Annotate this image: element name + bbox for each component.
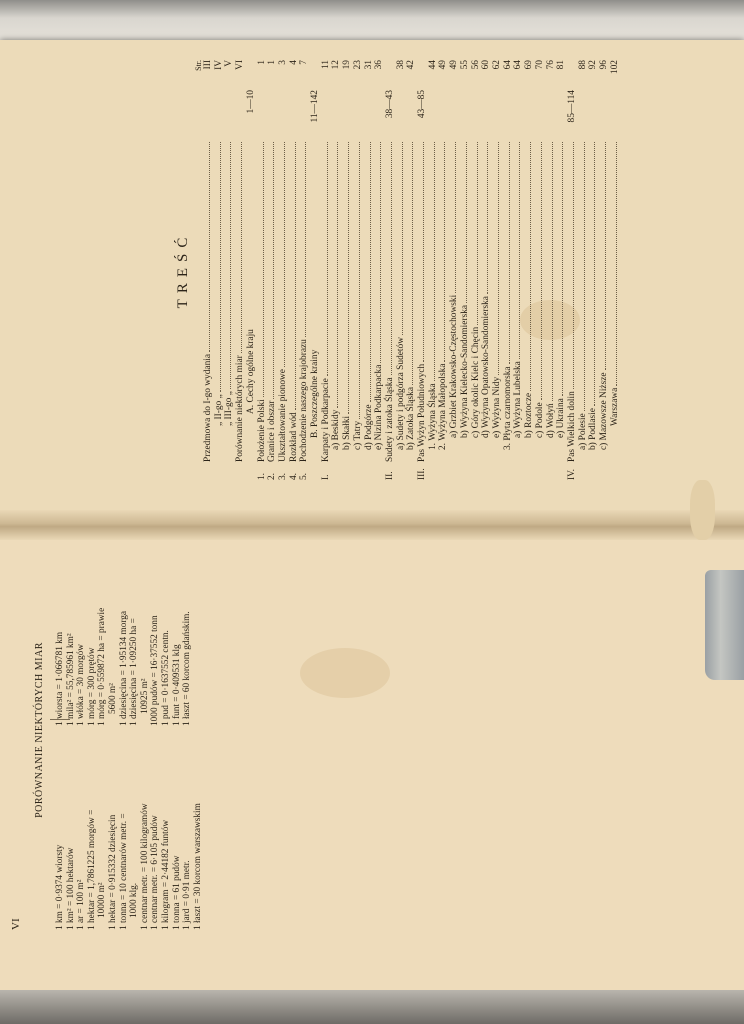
toc-entry xyxy=(310,60,321,480)
toc-leader-dots xyxy=(247,142,253,327)
toc-entry xyxy=(438,60,449,480)
toc-entry-page: 88 xyxy=(577,60,588,70)
toc-entry-label: Granice i obszar xyxy=(267,400,278,462)
toc-leader-dots xyxy=(267,142,274,399)
measure-line: 1 km² = 100 hektarów xyxy=(65,847,76,930)
toc-entry xyxy=(460,60,471,480)
toc-leader-dots xyxy=(546,142,553,401)
toc-leader-dots xyxy=(471,142,478,325)
toc-entry-page: 23 xyxy=(352,60,363,70)
toc-leader-dots xyxy=(299,142,306,337)
measure-line: 1 pud = 0·1637552 centn. xyxy=(160,630,171,726)
toc-leader-dots xyxy=(214,142,221,392)
toc-entry-label: 2. Wyżyna Małopolska xyxy=(438,363,449,450)
toc-leader-dots xyxy=(449,142,456,293)
toc-entry-page: 11 xyxy=(320,60,331,70)
toc-entry-page: 81 xyxy=(556,60,567,70)
toc-entry-label: b) Skałki xyxy=(342,415,353,450)
toc-entry-label: d) Wyżyna Opatowsko-Sandomierska xyxy=(481,296,492,438)
measure-line: 1 włóka = 30 morgów xyxy=(76,643,87,726)
toc-leader-dots xyxy=(331,142,338,408)
toc-entry-label: b) Roztocze xyxy=(524,392,535,438)
toc-title: TREŚĆ xyxy=(175,231,191,309)
toc-entry-number: 1. xyxy=(256,472,267,480)
measure-line: 1 centnar metr. = 6·105 pudów xyxy=(150,815,161,930)
toc-entry xyxy=(535,60,546,480)
toc-entry-label: a) Grzbiet Krakowsko-Częstochowski xyxy=(449,294,460,438)
toc-entry xyxy=(278,60,289,480)
paper-stain xyxy=(300,648,390,698)
toc-list xyxy=(203,60,620,480)
measures-left-column xyxy=(55,734,203,930)
toc-entry xyxy=(299,60,310,480)
toc-entry xyxy=(267,60,278,480)
toc-entry-label: c) Podole xyxy=(534,402,545,438)
toc-entry-label: a) Wyżyna Lubelska xyxy=(513,361,524,438)
toc-entry xyxy=(503,60,514,480)
toc-entry-page: 102 xyxy=(609,60,620,75)
measure-line: 1 dziesięcina = 1·09250 ha = xyxy=(129,618,140,726)
measure-line: 1 hektar = 1,7861225 morgów = xyxy=(86,809,97,930)
measure-line: 1 tonna = 61 pudów xyxy=(171,855,182,930)
toc-leader-dots xyxy=(406,142,413,385)
measure-line: 1 tonna = 10 centnarów metr. = xyxy=(118,813,129,930)
measure-line: 1000 klg. xyxy=(129,882,140,918)
measure-line: 1 ar = 100 m² xyxy=(76,879,87,930)
toc-entry-label: b) Zatoka Śląska xyxy=(406,386,417,450)
toc-entry-label: a) Beskidy xyxy=(331,409,342,450)
toc-entry xyxy=(396,60,407,480)
measures-title: PORÓWNANIE NIEKTÓRYCH MIAR xyxy=(34,642,45,818)
toc-entry-range: 43—85 xyxy=(417,90,428,119)
toc-entry-label: e) Ukraina xyxy=(556,398,567,438)
measure-line: 1 km = 0·9374 wiorsty xyxy=(55,844,65,930)
toc-entry-label: Położenie Polski xyxy=(256,399,267,462)
toc-entry xyxy=(513,60,524,480)
toc-leader-dots xyxy=(203,142,210,352)
measure-line: 1 hektar = 0·915332 dziesięcin xyxy=(107,814,118,930)
toc-entry-page: 56 xyxy=(470,60,481,70)
toc-entry-number: II. xyxy=(384,471,395,480)
measure-line: 1 łaszt = 30 korcom warszawskim xyxy=(192,803,203,930)
measures-page xyxy=(10,530,260,930)
toc-leader-dots xyxy=(353,142,360,419)
toc-leader-dots xyxy=(235,142,242,353)
toc-entry-label: Przedmowa do I-go wydania xyxy=(203,353,213,462)
toc-entry-page: 3 xyxy=(277,60,288,65)
toc-entry xyxy=(428,60,439,480)
measure-line: 1 centnar metr. = 100 kilogramów xyxy=(139,803,150,930)
toc-entry-page: 70 xyxy=(534,60,545,70)
toc-leader-dots xyxy=(321,142,328,376)
toc-entry xyxy=(588,60,599,480)
toc-entry-number: 4. xyxy=(288,472,299,480)
toc-entry-number: III. xyxy=(417,468,428,480)
toc-entry-page: 38 xyxy=(395,60,406,70)
toc-entry xyxy=(321,60,332,480)
toc-entry-label: e) Nizina Podkarpacka xyxy=(374,364,385,450)
toc-entry-number: 3. xyxy=(277,472,288,480)
toc-entry-label: Warszawa xyxy=(609,387,620,426)
toc-entry-label: Rozkład wód xyxy=(288,412,299,462)
toc-entry xyxy=(599,60,610,480)
toc-entry xyxy=(289,60,300,480)
toc-entry-page: 49 xyxy=(449,60,460,70)
toc-leader-dots xyxy=(556,142,563,396)
toc-leader-dots xyxy=(567,142,574,389)
toc-leader-dots xyxy=(588,142,595,406)
torn-paper-edge xyxy=(690,480,715,540)
toc-entry xyxy=(353,60,364,480)
toc-leader-dots xyxy=(524,142,531,391)
toc-leader-dots xyxy=(342,142,349,414)
toc-entry-label: Pas Wyżyn Południowych xyxy=(417,363,428,462)
toc-entry-page: 31 xyxy=(363,60,374,70)
toc-entry-page: 42 xyxy=(406,60,417,70)
toc-leader-dots xyxy=(289,142,296,410)
toc-leader-dots xyxy=(610,142,617,386)
toc-entry-label: c) Góry okolic Kielc i Chęcin xyxy=(470,326,481,438)
toc-entry-label: Karpaty i Podkarpacie xyxy=(320,378,331,462)
table-of-contents xyxy=(175,60,695,480)
toc-entry xyxy=(449,60,460,480)
toc-entry xyxy=(342,60,353,480)
toc-entry xyxy=(224,60,235,480)
toc-entry-label: b) Podlasie xyxy=(588,408,599,450)
toc-entry-page: IV xyxy=(213,60,224,70)
toc-entry-label: Pas Wielkich dolin xyxy=(566,391,577,462)
toc-entry-page: 64 xyxy=(502,60,513,70)
toc-entry xyxy=(567,60,578,480)
toc-entry-page: VI xyxy=(235,60,246,70)
measure-line: 1 jard = 0·91 metr. xyxy=(182,860,193,930)
toc-entry xyxy=(610,60,621,480)
toc-entry-page: 7 xyxy=(299,60,310,65)
toc-entry-label: Pochodzenie naszego krajobrazu xyxy=(299,339,310,462)
toc-entry-page: 76 xyxy=(545,60,556,70)
toc-entry-label: d) Wołyń xyxy=(545,403,556,438)
toc-leader-dots xyxy=(385,142,392,375)
toc-entry xyxy=(481,60,492,480)
measure-line: 1000 pudów = 16·37552 tonn xyxy=(150,615,161,726)
toc-leader-dots xyxy=(278,142,285,367)
toc-entry xyxy=(374,60,385,480)
toc-entry-label: Porównanie niektórych miar xyxy=(235,355,246,462)
toc-entry-label: d) Podgórze xyxy=(363,404,374,450)
measure-line: 1 funt = 0·409531 klg xyxy=(171,644,182,726)
toc-entry-label: „ II-go „ xyxy=(213,394,224,426)
measure-line: 10000 m² xyxy=(97,882,108,918)
toc-entry-label: 3. Płyta czarnomorska xyxy=(502,366,513,450)
toc-entry-number: I. xyxy=(320,474,331,480)
measure-line: 1 wiorsta = 1·066781 km xyxy=(55,631,65,726)
toc-entry-page: 36 xyxy=(374,60,385,70)
page-number: VI xyxy=(10,918,22,930)
toc-leader-dots xyxy=(224,142,231,389)
toc-entry-label: a) Sudety i podgórza Sudetów xyxy=(395,337,406,450)
toc-entry-label: c) Mazowsze Niższe xyxy=(599,372,610,450)
measure-line: 1 mórg = 0·559872 ha = prawie xyxy=(97,607,108,726)
toc-entry-page: 60 xyxy=(481,60,492,70)
toc-entry xyxy=(524,60,535,480)
toc-entry-page: 92 xyxy=(588,60,599,70)
scanner-background-bottom xyxy=(0,990,744,1024)
toc-entry-page: 1 xyxy=(267,60,278,65)
toc-entry xyxy=(417,60,428,480)
toc-entry-number: 5. xyxy=(299,472,310,480)
toc-entry xyxy=(546,60,557,480)
toc-leader-dots xyxy=(417,142,424,362)
toc-entry-label: A. Cechy ogólne kraju xyxy=(245,329,256,414)
toc-leader-dots xyxy=(311,142,317,348)
toc-leader-dots xyxy=(438,142,445,362)
toc-entry-label: Sudety i zatoka Śląska xyxy=(384,377,395,462)
toc-entry xyxy=(385,60,396,480)
toc-entry xyxy=(492,60,503,480)
toc-entry xyxy=(406,60,417,480)
toc-leader-dots xyxy=(492,142,499,375)
toc-entry-page: V xyxy=(224,60,235,67)
measure-line: 1 łaszt = 60 korcom gdańskim. xyxy=(182,611,193,726)
toc-entry-label: c) Tatry xyxy=(352,420,363,450)
measure-line: 1 kilogram = 2·44182 funtów xyxy=(160,819,171,930)
toc-entry-range: 85—114 xyxy=(566,90,577,123)
toc-leader-dots xyxy=(396,142,403,335)
toc-entry-page: 1 xyxy=(256,60,267,65)
toc-entry-label: a) Polesie xyxy=(577,413,588,450)
toc-entry xyxy=(364,60,375,480)
toc-entry xyxy=(257,60,268,480)
toc-entry-label: 1. Wyżyna Śląska xyxy=(427,383,438,450)
torn-paper-patch xyxy=(705,570,744,680)
toc-entry-page: 49 xyxy=(438,60,449,70)
measures-columns xyxy=(55,530,203,930)
toc-entry xyxy=(578,60,589,480)
toc-entry-page: 19 xyxy=(342,60,353,70)
toc-entry-page: 12 xyxy=(331,60,342,70)
toc-leader-dots xyxy=(513,142,520,359)
toc-leader-dots xyxy=(503,142,510,364)
toc-leader-dots xyxy=(257,142,264,397)
toc-entry-range: 38—43 xyxy=(384,90,395,119)
toc-entry-page: 62 xyxy=(491,60,502,70)
toc-leader-dots xyxy=(535,142,542,400)
toc-entry-page: 96 xyxy=(599,60,610,70)
toc-leader-dots xyxy=(460,142,467,303)
toc-entry-page: 64 xyxy=(513,60,524,70)
measure-line: 5600 m² xyxy=(107,683,118,714)
toc-entry xyxy=(235,60,246,480)
toc-leader-dots xyxy=(481,142,488,294)
page-column-label: Str. xyxy=(194,60,203,71)
toc-entry xyxy=(556,60,567,480)
toc-entry-range: 1—10 xyxy=(245,90,256,114)
toc-entry-label: b) Wyżyna Kielecko-Sandomierska xyxy=(459,304,470,438)
measure-line: 1 dziesięcina = 1·95134 morga xyxy=(118,610,129,726)
toc-leader-dots xyxy=(578,142,585,411)
toc-entry-page: 55 xyxy=(459,60,470,70)
toc-leader-dots xyxy=(364,142,371,402)
toc-entry xyxy=(203,60,214,480)
toc-entry xyxy=(246,60,257,480)
toc-entry-label: „ III-go „ xyxy=(224,391,235,426)
scanner-background-top xyxy=(0,0,744,45)
toc-entry-page: 69 xyxy=(524,60,535,70)
toc-leader-dots xyxy=(599,142,606,370)
toc-leader-dots xyxy=(374,142,381,363)
measures-right-column xyxy=(55,530,203,726)
measure-line: 1 mórg = 300 prętów xyxy=(86,647,97,726)
toc-entry-page: 44 xyxy=(427,60,438,70)
toc-entry-label: Ukształtowanie pionowe xyxy=(277,369,288,462)
toc-entry-number: IV. xyxy=(566,468,577,480)
divider-rule xyxy=(50,719,70,720)
measure-line: 1 mila² = 55,785961 km² xyxy=(65,633,76,726)
toc-leader-dots xyxy=(428,142,435,381)
toc-entry xyxy=(331,60,342,480)
toc-entry-range: 11—142 xyxy=(310,90,321,123)
toc-entry xyxy=(214,60,225,480)
toc-entry-page: 4 xyxy=(288,60,299,65)
toc-entry-label: B. Poszczególne krainy xyxy=(310,349,321,438)
toc-entry-number: 2. xyxy=(267,472,278,480)
measure-line: 10925 m² xyxy=(139,678,150,714)
toc-entry xyxy=(471,60,482,480)
toc-entry-label: e) Wyżyna Nidy xyxy=(491,376,502,438)
toc-entry-page: III xyxy=(203,60,213,70)
